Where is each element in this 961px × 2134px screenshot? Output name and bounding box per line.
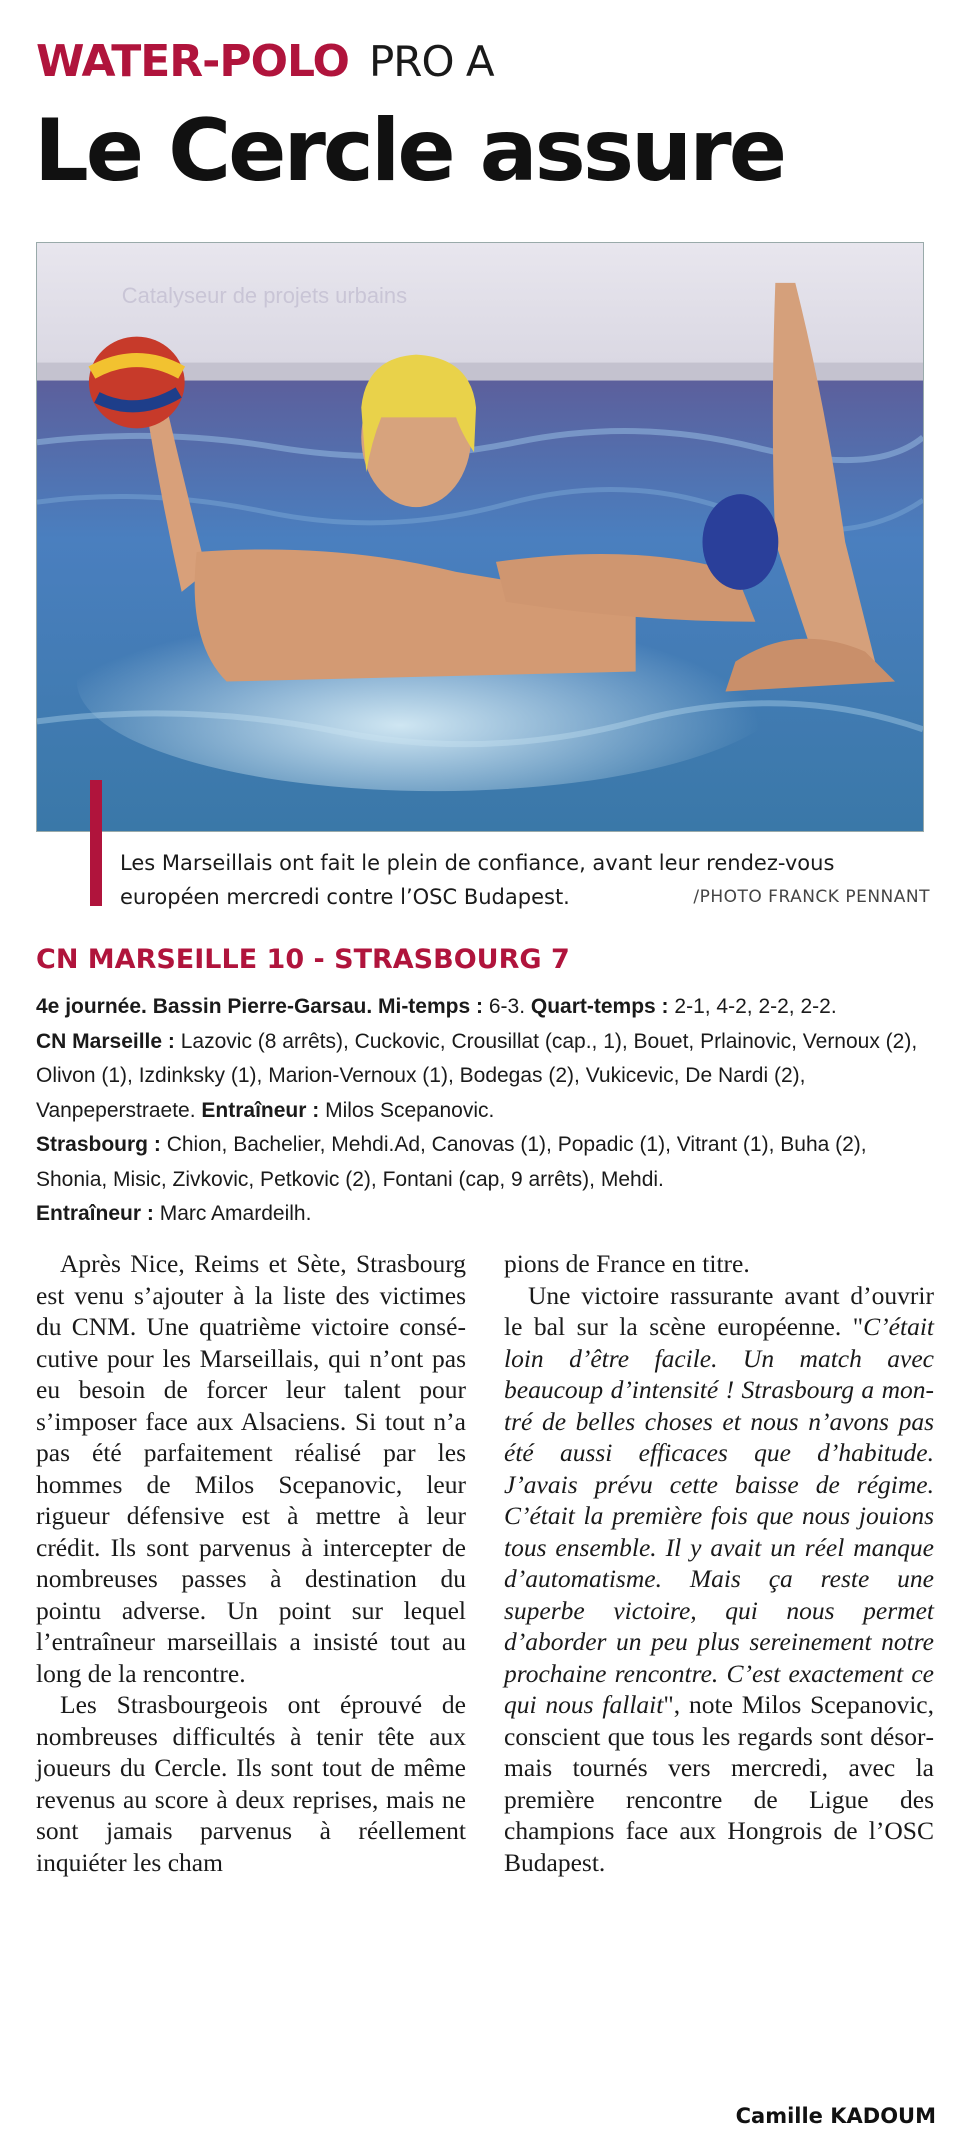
article-title: Le Cercle assure (34, 101, 785, 201)
section-kicker (36, 36, 494, 90)
home-team-players: Lazovic (8 arrêts), Cuckovic, Crousillat (cap., 1), Bouet, Prlainovic, Vernoux (2), Olivon (1), Izdinksky (1), Marion-Vernoux (1), Bodegas (2), Vukicevic, De Nardi (2), Vanpeperstraete. (36, 1029, 918, 1122)
caption-accent-bar (90, 780, 102, 906)
article-column-right (504, 1248, 934, 1878)
away-coach: Marc Amardeilh. (159, 1202, 312, 1225)
coach-quote: C’était loin d’être facile. Un match avec beaucoup d’intensité ! Strasbourg a montré de belles choses et nous n’avons pas été aussi efficaces que d’habitude. J’avais prévu cette baisse de régime. C’était la première fois que nous jouions tous ensemble. Il y avait un réel manque d’automatisme. Mais ça reste une superbe victoire, qui nous permet d’aborder un peu plus sereinement notre prochaine rencontre. C’est exactement ce qui nous fallait (504, 1312, 934, 1719)
away-coach-label: Entraîneur : (36, 1202, 154, 1225)
photo-caption (120, 846, 930, 914)
away-team-label: Strasbourg : (36, 1133, 161, 1156)
paragraph-3-outro: ", note Milos Scepanovic, conscient que tous les regards sont désormais tournés vers mercredi, avec la première rencontre de Ligue des champions face aux Hongrois de l’OSC Budapest. (504, 1690, 934, 1877)
home-coach-label: Entraîneur : (201, 1098, 320, 1122)
paragraph-3-intro: Une victoire rassurante avant d’ouvrir le bal sur la scène européenne. " (504, 1280, 934, 1341)
home-team-label: CN Marseille : (36, 1029, 175, 1053)
score-line: CN MARSEILLE 10 - STRASBOURG 7 (36, 944, 570, 975)
info-label: 4e journée. Bassin Pierre-Garsau. Mi-temps : (36, 995, 483, 1018)
away-team-players: Chion, Bachelier, Mehdi.Ad, Canovas (1), Popadic (1), Vitrant (1), Buha (2), Shonia, Misic, Zivkovic, Petkovic (2), Fontani (cap, 9 arrêts), Mehdi. (36, 1133, 867, 1191)
article-photo (36, 242, 924, 832)
article-column-left (36, 1248, 466, 1878)
quarters-scores: 2-1, 4-2, 2-2, 2-2. (674, 995, 837, 1018)
svg-text:Catalyseur de projets urbains: Catalyseur de projets urbains (121, 282, 408, 308)
article-body (36, 1248, 936, 2128)
sport-label: WATER-POLO (36, 36, 349, 87)
paragraph-1: Après Nice, Reims et Sète, Strasbourg est venu s’ajouter à la liste des victimes du CNM. Une quatrième victoire consécutive pour les Marseillais, qui n’ont pas eu besoin de forcer leur talent pour s’imposer face aux Alsaciens. Si tout n’a pas été parfaitement réalisé par les hommes de Milos Scepanovic, leur rigueur défensive est à mettre à leur crédit. Ils sont parvenus à intercepter de nombreuses passes à destination du pointu adverse. Un point sur lequel l’entraîneur marseillais a insisté tout au long de la rencontre. (36, 1249, 466, 1688)
paragraph-3 (504, 1280, 934, 1879)
paragraph-2-continued: pions de France en titre. (504, 1249, 750, 1278)
caption-text: Les Marseillais ont fait le plein de confiance, avant leur rendez-vous européen mercredi contre l’OSC Budapest. (120, 851, 835, 909)
halftime-score: 6-3. (488, 995, 526, 1018)
quarters-label: Quart-temps : (530, 995, 669, 1018)
author-signature: Camille KADOUM (735, 2104, 936, 2128)
match-facts (36, 990, 936, 1232)
league-label: PRO A (368, 37, 494, 86)
photo-credit: /PHOTO FRANCK PENNANT (693, 887, 930, 907)
water-polo-photo-illustration (37, 243, 923, 831)
paragraph-2: Les Strasbourgeois ont éprouvé de nombreuses difficultés à tenir tête aux joueurs du Cercle. Ils sont tout de même revenus au score à deux reprises, mais ne sont jamais parvenus à réellement inquiéter les cham (36, 1690, 466, 1877)
home-coach: Milos Scepanovic. (325, 1098, 495, 1122)
